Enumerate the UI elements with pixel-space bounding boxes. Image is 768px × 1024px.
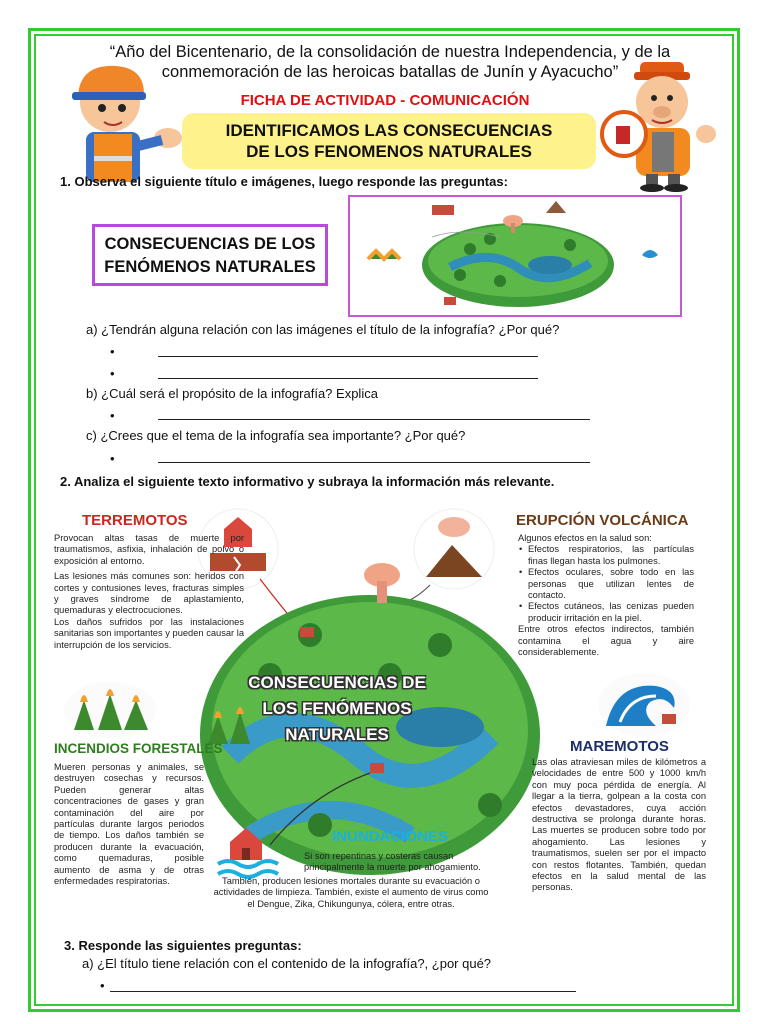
- bullet: •: [110, 451, 115, 466]
- terremotos-text: [54, 533, 244, 651]
- section3-question-a: a) ¿El título tiene relación con el contenido de la infografía?, ¿por qué?: [82, 956, 492, 971]
- incendios-text: Mueren personas y animales, se destruyen cosechas y recursos. Pueden generar altas concentraciones de gases y gran contaminación del aire por partículas durante largos periodos de tiempo. Los daños también se producen durante la evacuación, como quemaduras, posible aumento de asma y de otras enfermedades respiratorias.: [54, 762, 204, 887]
- infographic-thumbnail: [348, 195, 682, 317]
- bullet: •: [110, 408, 115, 423]
- flood-house-illustration: [214, 818, 294, 884]
- erupcion-intro: Algunos efectos en la salud son:: [518, 533, 652, 543]
- section2-instruction: 2. Analiza el siguiente texto informativo y subraya la información más relevante.: [60, 474, 555, 489]
- worksheet-title-line2: DE LOS FENOMENOS NATURALES: [246, 142, 532, 161]
- year-motto: “Año del Bicentenario, de la consolidación de nuestra Independencia, y de la conmemoración de las heroicas batallas de Junín y Ayacucho”: [109, 43, 671, 81]
- erupcion-text: [518, 533, 694, 658]
- infographic-title-box: [92, 224, 328, 286]
- terremotos-heading: TERREMOTOS: [82, 512, 188, 529]
- globe-title: [212, 670, 462, 748]
- erupcion-list-item: • Efectos cutáneos, las cenizas pueden producir irritación en la piel.: [518, 601, 694, 624]
- question-b: b) ¿Cuál será el propósito de la infografía? Explica: [86, 386, 378, 401]
- erupcion-list: [518, 544, 694, 624]
- incendios-heading: INCENDIOS FORESTALES: [54, 741, 223, 756]
- answer-line[interactable]: [110, 991, 576, 992]
- infographic-title-line2: FENÓMENOS NATURALES: [104, 258, 316, 276]
- maremotos-heading: MAREMOTOS: [570, 738, 669, 755]
- globe-title-line3: NATURALES: [285, 725, 389, 744]
- answer-line[interactable]: [158, 462, 590, 463]
- section3-instruction: 3. Responde las siguientes preguntas:: [64, 938, 302, 953]
- inundaciones-heading: INUNDACIONES: [332, 828, 448, 845]
- answer-line[interactable]: [158, 356, 538, 357]
- erupcion-list-item: • Efectos oculares, sobre todo en las personas que utilizan lentes de contacto.: [518, 567, 694, 601]
- worksheet-title-line1: IDENTIFICAMOS LAS CONSECUENCIAS: [225, 121, 553, 140]
- terremotos-paragraph: Provocan altas tasas de muerte por traumatismos, asfixia, inhalación de polvo o exposición al entorno.: [54, 533, 244, 566]
- question-a: a) ¿Tendrán alguna relación con las imágenes el título de la infografía? ¿Por qué?: [86, 322, 560, 337]
- erupcion-heading: ERUPCIÓN VOLCÁNICA: [516, 512, 689, 529]
- terremotos-paragraph: Los daños sufridos por las instalaciones sanitarias son importantes y pueden causar la interrupción de los servicios.: [54, 616, 244, 650]
- erupcion-list-item: • Efectos respiratorios, las partículas finas llegan hasta los pulmones.: [518, 544, 694, 567]
- inundaciones-p2: También, producen lesiones mortales durante su evacuación o actividades de limpieza. También, existe el aumento de virus como el Dengue, Zika, Chikungunya, cólera, entre otras.: [213, 876, 489, 909]
- brigadier-character-illustration: [596, 58, 726, 193]
- globe-title-line1: CONSECUENCIAS DE: [248, 673, 426, 692]
- question-c: c) ¿Crees que el tema de la infografía sea importante? ¿Por qué?: [86, 428, 466, 443]
- bullet: •: [100, 978, 105, 993]
- terremotos-paragraph: Las lesiones más comunes son: heridos con cortes y contusiones leves, fracturas simples y graves síndrome de aplastamiento, quemaduras y electrocuciones.: [54, 571, 244, 616]
- bullet: •: [110, 366, 115, 381]
- inundaciones-p1: Si son repentinas y costeras causan principalmente la muerte por ahogamiento.: [304, 851, 481, 873]
- bullet: •: [110, 344, 115, 359]
- globe-title-line2: LOS FENÓMENOS: [262, 699, 412, 718]
- section1-instruction: 1. Observa el siguiente título e imágenes, luego responde las preguntas:: [60, 174, 508, 189]
- worksheet-label: FICHA DE ACTIVIDAD - COMUNICACIÓN: [240, 92, 530, 109]
- worksheet-title: [182, 113, 596, 169]
- maremotos-text: Las olas atraviesan miles de kilómetros a velocidades de entre 500 y 1000 km/h con muy poca pérdida de energía. Al llegar a la tierra, golpean a la costa con efectos devastadores, cuya acción destructiva se prolonga durante horas. Las muertes se producen sobre todo por ahogamiento. Las lesiones y traumatismos, suelen ser por el impacto con restos flotantes. También, quedan efectos en la salud mental de las personas.: [532, 757, 706, 893]
- globe-thumbnail-illustration: [350, 197, 680, 315]
- infographic-title-line1: CONSECUENCIAS DE LOS: [104, 235, 316, 253]
- forest-fire-illustration: [62, 680, 158, 740]
- erupcion-outro: Entre otros efectos indirectos, también contamina el agua y aire considerablemente.: [518, 624, 694, 658]
- answer-line[interactable]: [158, 378, 538, 379]
- answer-line[interactable]: [158, 419, 590, 420]
- tsunami-wave-illustration: [596, 672, 692, 738]
- worker-character-illustration: [58, 56, 188, 191]
